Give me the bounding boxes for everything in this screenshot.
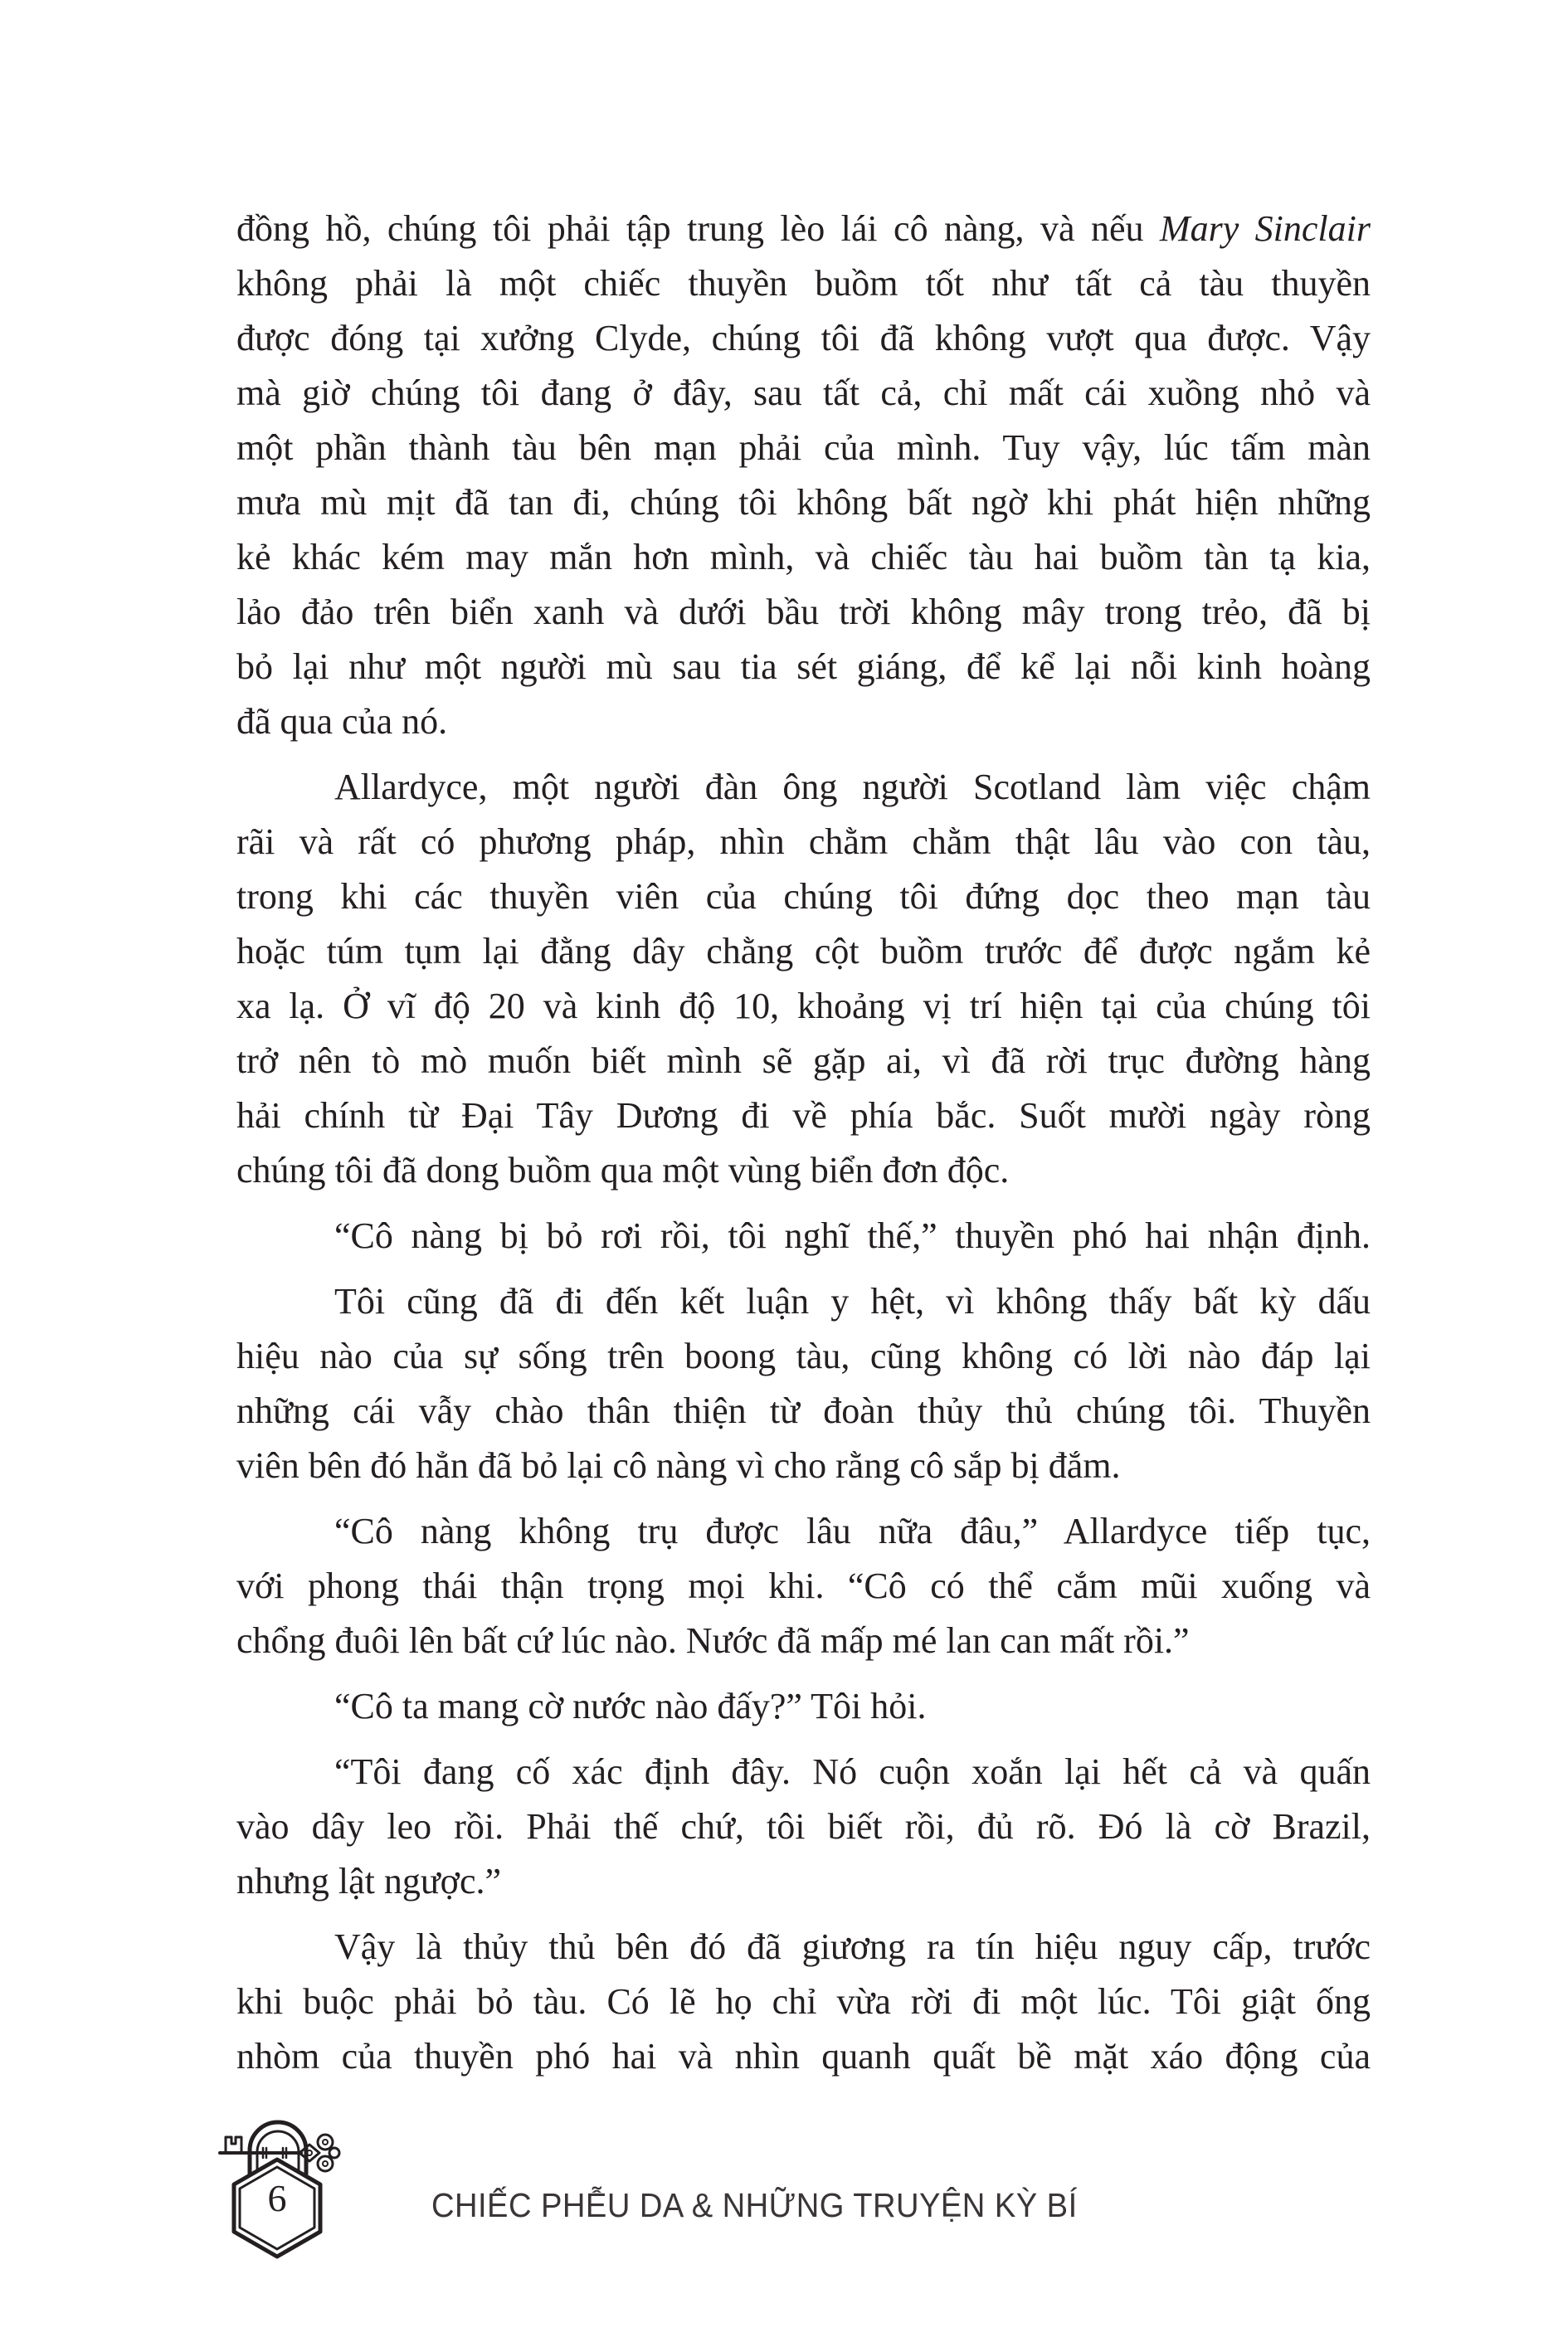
text-line: trong khi các thuyền viên của chúng tôi đứng dọc theo mạn tàu xyxy=(236,876,1371,917)
text-line: chúng tôi đã dong buồm qua một vùng biển đơn độc. xyxy=(236,1150,1010,1191)
text-line: không phải là một chiếc thuyền buồm tốt như tất cả tàu thuyền xyxy=(236,263,1371,304)
paragraph xyxy=(236,1209,1371,1264)
text-line: “Cô nàng bị bỏ rơi rồi, tôi nghĩ thế,” thuyền phó hai nhận định. xyxy=(334,1215,1371,1256)
text-line: hoặc túm tụm lại đằng dây chằng cột buồm trước để được ngắm kẻ xyxy=(236,931,1371,971)
text-line: nhưng lật ngược.” xyxy=(236,1861,501,1902)
text-line: rãi và rất có phương pháp, nhìn chằm chằm thật lâu vào con tàu, xyxy=(236,821,1371,862)
body-text xyxy=(236,202,1371,2084)
text-line: mưa mù mịt đã tan đi, chúng tôi không bất ngờ khi phát hiện những xyxy=(236,482,1371,523)
text-line: Vậy là thủy thủ bên đó đã giương ra tín hiệu nguy cấp, trước xyxy=(334,1926,1371,1967)
text-line: Tôi cũng đã đi đến kết luận y hệt, vì không thấy bất kỳ dấu xyxy=(334,1281,1371,1322)
text-line: viên bên đó hẳn đã bỏ lại cô nàng vì cho rằng cô sắp bị đắm. xyxy=(236,1445,1121,1486)
text-line: mà giờ chúng tôi đang ở đây, sau tất cả, chỉ mất cái xuồng nhỏ và xyxy=(236,373,1371,413)
text-line: đồng hồ, chúng tôi phải tập trung lèo lái cô nàng, và nếu Mary Sinclair xyxy=(236,208,1371,249)
text-line: bỏ lại như một người mù sau tia sét giáng, để kể lại nỗi kinh hoàng xyxy=(236,646,1371,687)
paragraph xyxy=(236,1745,1371,1909)
text-line: khi buộc phải bỏ tàu. Có lẽ họ chỉ vừa rời đi một lúc. Tôi giật ống xyxy=(236,1981,1371,2022)
ship-name: Mary Sinclair xyxy=(1159,208,1371,249)
paragraph xyxy=(236,760,1371,1198)
text-line: nhòm của thuyền phó hai và nhìn quanh quất bề mặt xáo động của xyxy=(236,2036,1371,2077)
text-line: một phần thành tàu bên mạn phải của mình. Tuy vậy, lúc tấm màn xyxy=(236,427,1371,468)
text-line: chổng đuôi lên bất cứ lúc nào. Nước đã mấp mé lan can mất rồi.” xyxy=(236,1620,1190,1661)
paragraph xyxy=(236,1274,1371,1493)
text-line: được đóng tại xưởng Clyde, chúng tôi đã không vượt qua được. Vậy xyxy=(236,318,1371,358)
text-line: “Cô nàng không trụ được lâu nữa đâu,” Allardyce tiếp tục, xyxy=(334,1511,1371,1551)
running-book-title: CHIẾC PHỄU DA & NHỮNG TRUYỆN KỲ BÍ xyxy=(431,2186,1078,2224)
paragraph xyxy=(236,202,1371,749)
text-line: “Cô ta mang cờ nước nào đấy?” Tôi hỏi. xyxy=(334,1686,927,1726)
text-line: xa lạ. Ở vĩ độ 20 và kinh độ 10, khoảng vị trí hiện tại của chúng tôi xyxy=(236,986,1371,1026)
text-line: Allardyce, một người đàn ông người Scotland làm việc chậm xyxy=(334,767,1371,807)
text-line: với phong thái thận trọng mọi khi. “Cô có thể cắm mũi xuống và xyxy=(236,1566,1371,1606)
paragraph xyxy=(236,1920,1371,2084)
text-line: trở nên tò mò muốn biết mình sẽ gặp ai, vì đã rời trục đường hàng xyxy=(236,1040,1371,1081)
text-line: hiệu nào của sự sống trên boong tàu, cũng không có lời nào đáp lại xyxy=(236,1336,1371,1376)
text-line: vào dây leo rồi. Phải thế chứ, tôi biết rồi, đủ rõ. Đó là cờ Brazil, xyxy=(236,1806,1371,1847)
page-number: 6 xyxy=(267,2177,287,2219)
text-line: đã qua của nó. xyxy=(236,701,448,742)
text-line: lảo đảo trên biển xanh và dưới bầu trời không mây trong trẻo, đã bị xyxy=(236,592,1371,632)
text-line: kẻ khác kém may mắn hơn mình, và chiếc tàu hai buồm tàn tạ kia, xyxy=(236,537,1371,577)
text-line: những cái vẫy chào thân thiện từ đoàn thủy thủ chúng tôi. Thuyền xyxy=(236,1390,1371,1431)
text-line: “Tôi đang cố xác định đây. Nó cuộn xoắn lại hết cả và quấn xyxy=(334,1751,1371,1792)
paragraph xyxy=(236,1679,1371,1734)
text-line: hải chính từ Đại Tây Dương đi về phía bắc. Suốt mười ngày ròng xyxy=(236,1095,1371,1136)
paragraph xyxy=(236,1504,1371,1668)
